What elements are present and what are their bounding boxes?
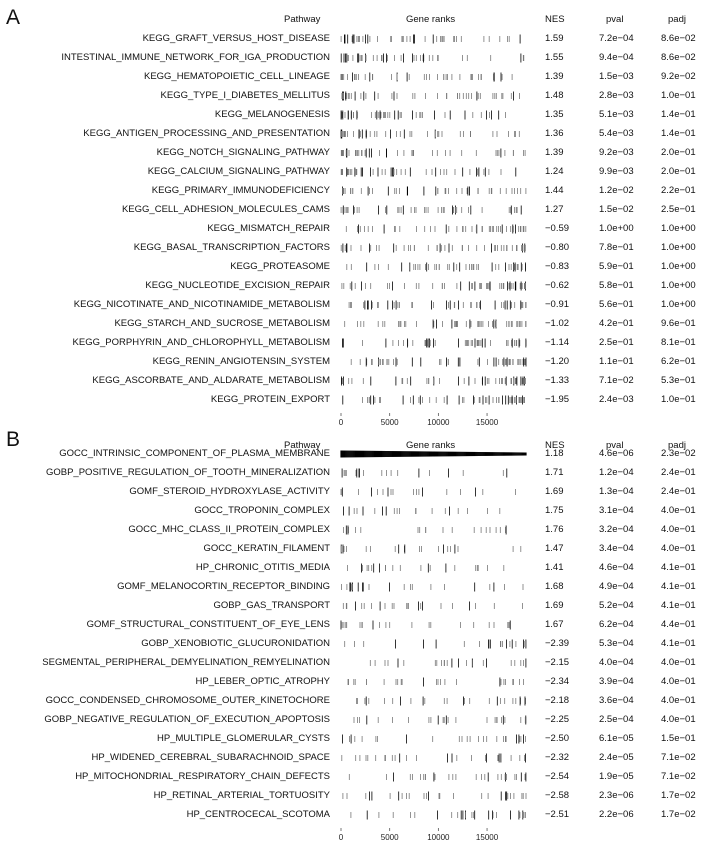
pathway-label: KEGG_CELL_ADHESION_MOLECULES_CAMS [121, 204, 330, 215]
nes-value: 1.39 [545, 147, 564, 158]
nes-value: −2.15 [545, 657, 570, 668]
pval-value: 7.8e−01 [599, 242, 634, 253]
gene-rank-barcode [346, 225, 526, 234]
pathway-label: KEGG_HEMATOPOIETIC_CELL_LINEAGE [143, 71, 330, 82]
padj-value: 2.0e−01 [661, 147, 696, 158]
pval-value: 5.9e−01 [599, 261, 634, 272]
pval-value: 1.0e+00 [599, 223, 634, 234]
pathway-label: KEGG_NUCLEOTIDE_EXCISION_REPAIR [145, 280, 330, 291]
pval-value: 3.6e−04 [599, 695, 634, 706]
pathway-label: GOMF_MELANOCORTIN_RECEPTOR_BINDING [117, 581, 330, 592]
nes-value: −1.95 [545, 394, 570, 405]
header-pathway: Pathway [284, 14, 321, 25]
panel-b [0, 426, 728, 850]
gene-rank-barcode [341, 451, 526, 458]
nes-value: 1.39 [545, 71, 564, 82]
gene-rank-barcode [341, 111, 505, 120]
padj-value: 1.0e−01 [661, 90, 696, 101]
padj-value: 4.0e−01 [661, 676, 696, 687]
nes-value: −1.20 [545, 356, 570, 367]
padj-value: 1.0e+00 [661, 280, 696, 291]
pval-value: 2.5e−01 [599, 337, 634, 348]
nes-value: −1.02 [545, 318, 570, 329]
pval-value: 3.4e−04 [599, 543, 634, 554]
padj-value: 9.2e−02 [661, 71, 696, 82]
nes-value: 1.27 [545, 204, 564, 215]
nes-value: −1.33 [545, 375, 570, 386]
pathway-label: KEGG_CALCIUM_SIGNALING_PATHWAY [147, 166, 330, 177]
x-tick-label: 5000 [380, 833, 399, 842]
header-gene-ranks: Gene ranks [406, 14, 456, 25]
gene-rank-barcode [343, 396, 525, 405]
nes-value: −2.50 [545, 733, 570, 744]
gene-rank-barcode [342, 282, 526, 291]
gene-rank-barcode [343, 792, 526, 801]
gene-rank-barcode [341, 621, 510, 630]
nes-value: 1.24 [545, 166, 564, 177]
pathway-label: KEGG_NICOTINATE_AND_NICOTINAMIDE_METABOLISM [73, 299, 330, 310]
pval-value: 1.5e−02 [599, 204, 634, 215]
nes-value: 1.47 [545, 543, 564, 554]
pathway-label: KEGG_PORPHYRIN_AND_CHLOROPHYLL_METABOLISM [72, 337, 330, 348]
padj-value: 8.6e−02 [661, 52, 696, 63]
gene-rank-barcode [341, 130, 519, 139]
nes-value: 1.59 [545, 33, 564, 44]
pathway-label: KEGG_MISMATCH_REPAIR [207, 223, 330, 234]
gene-rank-barcode [342, 583, 523, 592]
padj-value: 5.3e−01 [661, 375, 696, 386]
pathway-label: KEGG_RENIN_ANGIOTENSIN_SYSTEM [152, 356, 330, 367]
pval-value: 1.3e−04 [599, 486, 634, 497]
pathway-label: KEGG_PROTEIN_EXPORT [210, 394, 330, 405]
nes-value: −0.80 [545, 242, 570, 253]
pval-value: 4.9e−04 [599, 581, 634, 592]
gene-rank-barcode [342, 469, 507, 478]
gene-rank-barcode [348, 564, 504, 573]
nes-value: 1.67 [545, 619, 564, 630]
padj-value: 4.0e−01 [661, 505, 696, 516]
padj-value: 1.7e−02 [661, 809, 696, 820]
pval-value: 6.1e−05 [599, 733, 634, 744]
nes-value: 1.68 [545, 581, 564, 592]
gene-rank-barcode [349, 773, 526, 782]
padj-value: 1.5e−01 [661, 733, 696, 744]
pval-value: 9.2e−03 [599, 147, 634, 158]
nes-value: −2.58 [545, 790, 570, 801]
pval-value: 7.2e−04 [599, 33, 634, 44]
pathway-label: HP_RETINAL_ARTERIAL_TORTUOSITY [153, 790, 330, 801]
pathway-label: KEGG_GRAFT_VERSUS_HOST_DISEASE [142, 33, 330, 44]
pathway-label: GOMF_STRUCTURAL_CONSTITUENT_OF_EYE_LENS [86, 619, 330, 630]
nes-value: −0.83 [545, 261, 570, 272]
pathway-label: HP_MITOCHONDRIAL_RESPIRATORY_CHAIN_DEFECTS [75, 771, 330, 782]
gene-rank-barcode [341, 377, 525, 386]
panel-letter-b: B [6, 428, 21, 451]
pval-value: 5.1e−03 [599, 109, 634, 120]
gene-rank-barcode [342, 754, 526, 763]
nes-value: −0.91 [545, 299, 570, 310]
gene-rank-barcode [351, 811, 526, 820]
x-tick-label: 5000 [380, 418, 399, 427]
padj-value: 4.4e−01 [661, 619, 696, 630]
header-gene-ranks: Gene ranks [406, 440, 456, 451]
padj-value: 6.2e−01 [661, 356, 696, 367]
pathway-label: SEGMENTAL_PERIPHERAL_DEMYELINATION_REMYELINATION [42, 657, 330, 668]
padj-value: 2.4e−01 [661, 467, 696, 478]
padj-value: 1.0e+00 [661, 299, 696, 310]
header-pathway: Pathway [284, 440, 321, 451]
padj-value: 4.0e−01 [661, 714, 696, 725]
gene-rank-barcode [343, 735, 526, 744]
pathway-label: GOMF_STEROID_HYDROXYLASE_ACTIVITY [129, 486, 330, 497]
nes-value: 1.36 [545, 128, 564, 139]
pathway-label: KEGG_TYPE_I_DIABETES_MELLITUS [160, 90, 330, 101]
pathway-label: KEGG_STARCH_AND_SUCROSE_METABOLISM [114, 318, 330, 329]
padj-value: 4.0e−01 [661, 543, 696, 554]
pval-value: 4.6e−06 [599, 448, 634, 459]
pval-value: 5.8e−01 [599, 280, 634, 291]
padj-value: 8.6e−02 [661, 33, 696, 44]
gene-rank-barcode [370, 659, 526, 668]
pval-value: 4.2e−01 [599, 318, 634, 329]
nes-value: −2.32 [545, 752, 570, 763]
gene-rank-barcode [342, 339, 526, 348]
pval-value: 3.2e−04 [599, 524, 634, 535]
padj-value: 4.1e−01 [661, 638, 696, 649]
gene-rank-barcode [341, 244, 525, 253]
gene-rank-barcode [351, 358, 526, 367]
nes-value: −2.34 [545, 676, 570, 687]
gene-rank-plot-b [0, 426, 728, 850]
padj-value: 1.4e−01 [661, 109, 696, 120]
nes-value: 1.35 [545, 109, 564, 120]
pathway-label: KEGG_ASCORBATE_AND_ALDARATE_METABOLISM [92, 375, 330, 386]
pval-value: 2.8e−03 [599, 90, 634, 101]
gene-rank-barcode [341, 545, 521, 554]
gene-rank-barcode [341, 73, 512, 82]
x-tick-label: 15000 [475, 833, 499, 842]
padj-value: 2.3e−02 [661, 448, 696, 459]
padj-value: 1.4e−01 [661, 128, 696, 139]
pval-value: 6.2e−04 [599, 619, 634, 630]
pathway-label: HP_CHRONIC_OTITIS_MEDIA [195, 562, 330, 573]
padj-value: 4.0e−01 [661, 524, 696, 535]
gene-rank-barcode [341, 35, 520, 44]
pval-value: 1.5e−03 [599, 71, 634, 82]
pathway-label: GOCC_TROPONIN_COMPLEX [194, 505, 330, 516]
nes-value: 1.55 [545, 52, 564, 63]
padj-value: 7.1e−02 [661, 771, 696, 782]
nes-value: 1.18 [545, 448, 564, 459]
nes-value: 1.71 [545, 467, 564, 478]
pathway-label: KEGG_PRIMARY_IMMUNODEFICIENCY [151, 185, 330, 196]
padj-value: 2.2e−01 [661, 185, 696, 196]
padj-value: 2.0e−01 [661, 166, 696, 177]
pval-value: 4.6e−04 [599, 562, 634, 573]
gene-rank-barcode [356, 697, 525, 706]
gene-rank-barcode [348, 678, 523, 687]
pval-value: 5.3e−04 [599, 638, 634, 649]
pathway-label: HP_CENTROCECAL_SCOTOMA [186, 809, 330, 820]
gene-rank-barcode [345, 320, 526, 329]
header-padj: padj [668, 440, 686, 451]
pval-value: 9.4e−04 [599, 52, 634, 63]
pval-value: 1.9e−05 [599, 771, 634, 782]
header-nes: NES [545, 14, 565, 25]
x-tick-label: 10000 [427, 418, 450, 427]
pval-value: 3.9e−04 [599, 676, 634, 687]
pathway-label: KEGG_BASAL_TRANSCRIPTION_FACTORS [133, 242, 330, 253]
nes-value: 1.69 [545, 486, 564, 497]
padj-value: 1.7e−02 [661, 790, 696, 801]
padj-value: 4.0e−01 [661, 657, 696, 668]
nes-value: 1.48 [545, 90, 564, 101]
pathway-label: GOBP_XENOBIOTIC_GLUCURONIDATION [141, 638, 330, 649]
pval-value: 2.2e−06 [599, 809, 634, 820]
pathway-label: GOBP_NEGATIVE_REGULATION_OF_EXECUTION_APOPTOSIS [44, 714, 330, 725]
gene-rank-barcode [342, 187, 526, 196]
gene-rank-barcode [344, 526, 507, 535]
gene-rank-barcode [349, 301, 526, 310]
padj-value: 1.0e+00 [661, 223, 696, 234]
nes-value: 1.75 [545, 505, 564, 516]
padj-value: 9.6e−01 [661, 318, 696, 329]
pval-value: 7.1e−02 [599, 375, 634, 386]
panel-letter-a: A [6, 6, 21, 29]
nes-value: −2.39 [545, 638, 570, 649]
padj-value: 4.1e−01 [661, 600, 696, 611]
pval-value: 2.5e−04 [599, 714, 634, 725]
gene-rank-barcode [341, 168, 516, 177]
nes-value: −1.14 [545, 337, 570, 348]
padj-value: 1.0e−01 [661, 394, 696, 405]
nes-value: −0.59 [545, 223, 570, 234]
gene-rank-barcode [347, 263, 526, 272]
nes-value: −0.62 [545, 280, 570, 291]
nes-value: −2.25 [545, 714, 570, 725]
x-tick-label: 0 [338, 418, 344, 427]
pathway-label: INTESTINAL_IMMUNE_NETWORK_FOR_IGA_PRODUCTION [61, 52, 330, 63]
gene-rank-barcode [341, 488, 516, 497]
x-tick-label: 15000 [475, 418, 499, 427]
gene-rank-barcode [344, 507, 500, 516]
pathway-label: HP_WIDENED_CEREBRAL_SUBARACHNOID_SPACE [91, 752, 330, 763]
gene-rank-barcode [354, 716, 526, 725]
gene-rank-barcode [345, 640, 526, 649]
pval-value: 1.1e−01 [599, 356, 634, 367]
padj-value: 4.1e−01 [661, 581, 696, 592]
nes-value: 1.41 [545, 562, 564, 573]
padj-value: 2.5e−01 [661, 204, 696, 215]
pathway-label: KEGG_MELANOGENESIS [214, 109, 330, 120]
gene-rank-barcode [341, 54, 524, 63]
pval-value: 5.6e−01 [599, 299, 634, 310]
pathway-label: HP_LEBER_OPTIC_ATROPHY [195, 676, 330, 687]
pathway-label: GOCC_CONDENSED_CHROMOSOME_OUTER_KINETOCHORE [45, 695, 330, 706]
pathway-label: GOCC_KERATIN_FILAMENT [203, 543, 330, 554]
pval-value: 2.4e−03 [599, 394, 634, 405]
pathway-label: GOBP_POSITIVE_REGULATION_OF_TOOTH_MINERALIZATION [45, 467, 330, 478]
pathway-label: KEGG_ANTIGEN_PROCESSING_AND_PRESENTATION [83, 128, 330, 139]
header-pval: pval [606, 440, 624, 451]
pathway-label: GOCC_INTRINSIC_COMPONENT_OF_PLASMA_MEMBRANE [59, 448, 330, 459]
pathway-label: HP_MULTIPLE_GLOMERULAR_CYSTS [157, 733, 330, 744]
padj-value: 4.0e−01 [661, 695, 696, 706]
gene-rank-barcode [341, 206, 521, 215]
header-nes: NES [545, 440, 565, 451]
padj-value: 4.1e−01 [661, 562, 696, 573]
padj-value: 8.1e−01 [661, 337, 696, 348]
gene-rank-barcode [341, 149, 525, 158]
pval-value: 2.3e−06 [599, 790, 634, 801]
padj-value: 1.0e+00 [661, 261, 696, 272]
x-tick-label: 10000 [427, 833, 450, 842]
pval-value: 5.4e−03 [599, 128, 634, 139]
pathway-label: GOBP_GAS_TRANSPORT [213, 600, 330, 611]
pval-value: 2.4e−05 [599, 752, 634, 763]
pval-value: 4.0e−04 [599, 657, 634, 668]
header-padj: padj [668, 14, 686, 25]
padj-value: 7.1e−02 [661, 752, 696, 763]
gene-rank-barcode [342, 92, 520, 101]
nes-value: 1.76 [545, 524, 564, 535]
gene-rank-barcode [343, 602, 522, 611]
pathway-label: KEGG_PROTEASOME [230, 261, 330, 272]
pval-value: 9.9e−03 [599, 166, 634, 177]
padj-value: 2.4e−01 [661, 486, 696, 497]
nes-value: 1.69 [545, 600, 564, 611]
pathway-label: KEGG_NOTCH_SIGNALING_PATHWAY [156, 147, 330, 158]
pathway-label: GOCC_MHC_CLASS_II_PROTEIN_COMPLEX [128, 524, 330, 535]
pval-value: 3.1e−04 [599, 505, 634, 516]
pval-value: 1.2e−04 [599, 467, 634, 478]
nes-value: −2.18 [545, 695, 570, 706]
x-tick-label: 0 [338, 833, 344, 842]
nes-value: −2.54 [545, 771, 570, 782]
padj-value: 1.0e+00 [661, 242, 696, 253]
nes-value: 1.44 [545, 185, 564, 196]
nes-value: −2.51 [545, 809, 570, 820]
pval-value: 1.2e−02 [599, 185, 634, 196]
header-pval: pval [606, 14, 624, 25]
pval-value: 5.2e−04 [599, 600, 634, 611]
